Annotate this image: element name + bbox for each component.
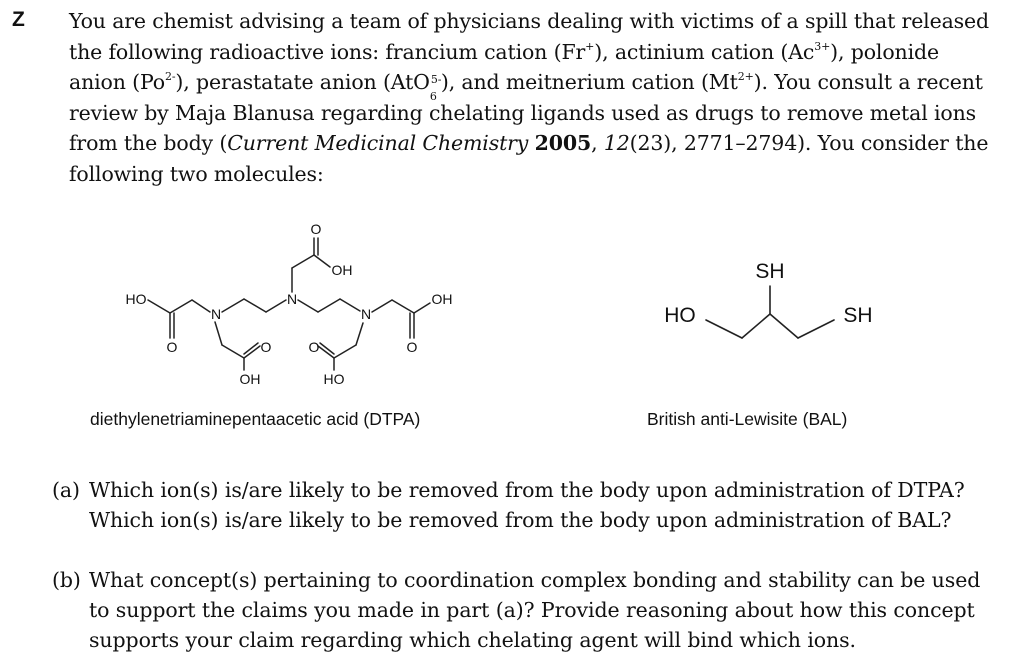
journal-volume: 12	[603, 131, 630, 155]
part-a	[52, 475, 1007, 535]
dtpa-n3: N	[360, 306, 372, 322]
part-a-label: (a)	[52, 478, 80, 502]
dtpa-oh-top: OH	[331, 262, 353, 278]
part-a-line1: Which ion(s) is/are likely to be removed from the body upon administration of DTPA?	[89, 478, 965, 502]
bal-structure	[650, 250, 890, 350]
part-b	[52, 565, 1007, 655]
journal-year: 2005	[534, 131, 592, 155]
dtpa-n1: N	[210, 306, 222, 322]
dtpa-structure	[120, 212, 480, 392]
dtpa-n2: N	[286, 291, 298, 307]
part-a-line2: Which ion(s) is/are likely to be removed from the body upon administration of BAL?	[89, 508, 952, 532]
dtpa-o-mid1: O	[260, 339, 272, 355]
dtpa-o-mid2: O	[308, 339, 320, 355]
problem-label: Z	[12, 8, 25, 31]
dtpa-oh-right: OH	[431, 291, 453, 307]
dtpa-caption: diethylenetriaminepentaacetic acid (DTPA)	[90, 409, 421, 429]
part-b-label: (b)	[52, 568, 81, 592]
problem-intro: You are chemist advising a team of physicians dealing with victims of a spill that released the following radioactive ions: francium cation (Fr+), actinium cation $(Ac^{3+})$, polonide anion $(Po^{2-})$, perastatate anion (AtO 5- 6 ), and meitnerium cation $(Mt^{2+})$. You consult a recent review by Maja Blanusa regarding chelating ligands used as drugs to remove metal ions from the body (Current Medicinal Chemistry 2005, 12(23), 2771–2794). You consider the following two molecules:	[69, 9, 989, 186]
bal-ho: HO	[664, 304, 696, 327]
journal-name: Current Medicinal Chemistry	[227, 131, 529, 155]
bal-caption: British anti-Lewisite (BAL)	[647, 409, 848, 429]
bal-sh-right: SH	[843, 304, 873, 327]
part-b-text: What concept(s) pertaining to coordination complex bonding and stability can be used to support the claims you made in part (a)? Provide reasoning about how this concept supports your claim regarding which chelating agent will bind which ions.	[89, 568, 981, 652]
bal-sh-top: SH	[755, 260, 785, 283]
dtpa-ho-left: HO	[125, 291, 147, 307]
dtpa-ho-bottom: HO	[323, 371, 345, 387]
dtpa-o-top: O	[310, 221, 322, 237]
dtpa-o-right: O	[406, 339, 418, 355]
dtpa-o-left: O	[166, 339, 178, 355]
dtpa-oh-bottom: OH	[239, 371, 261, 387]
